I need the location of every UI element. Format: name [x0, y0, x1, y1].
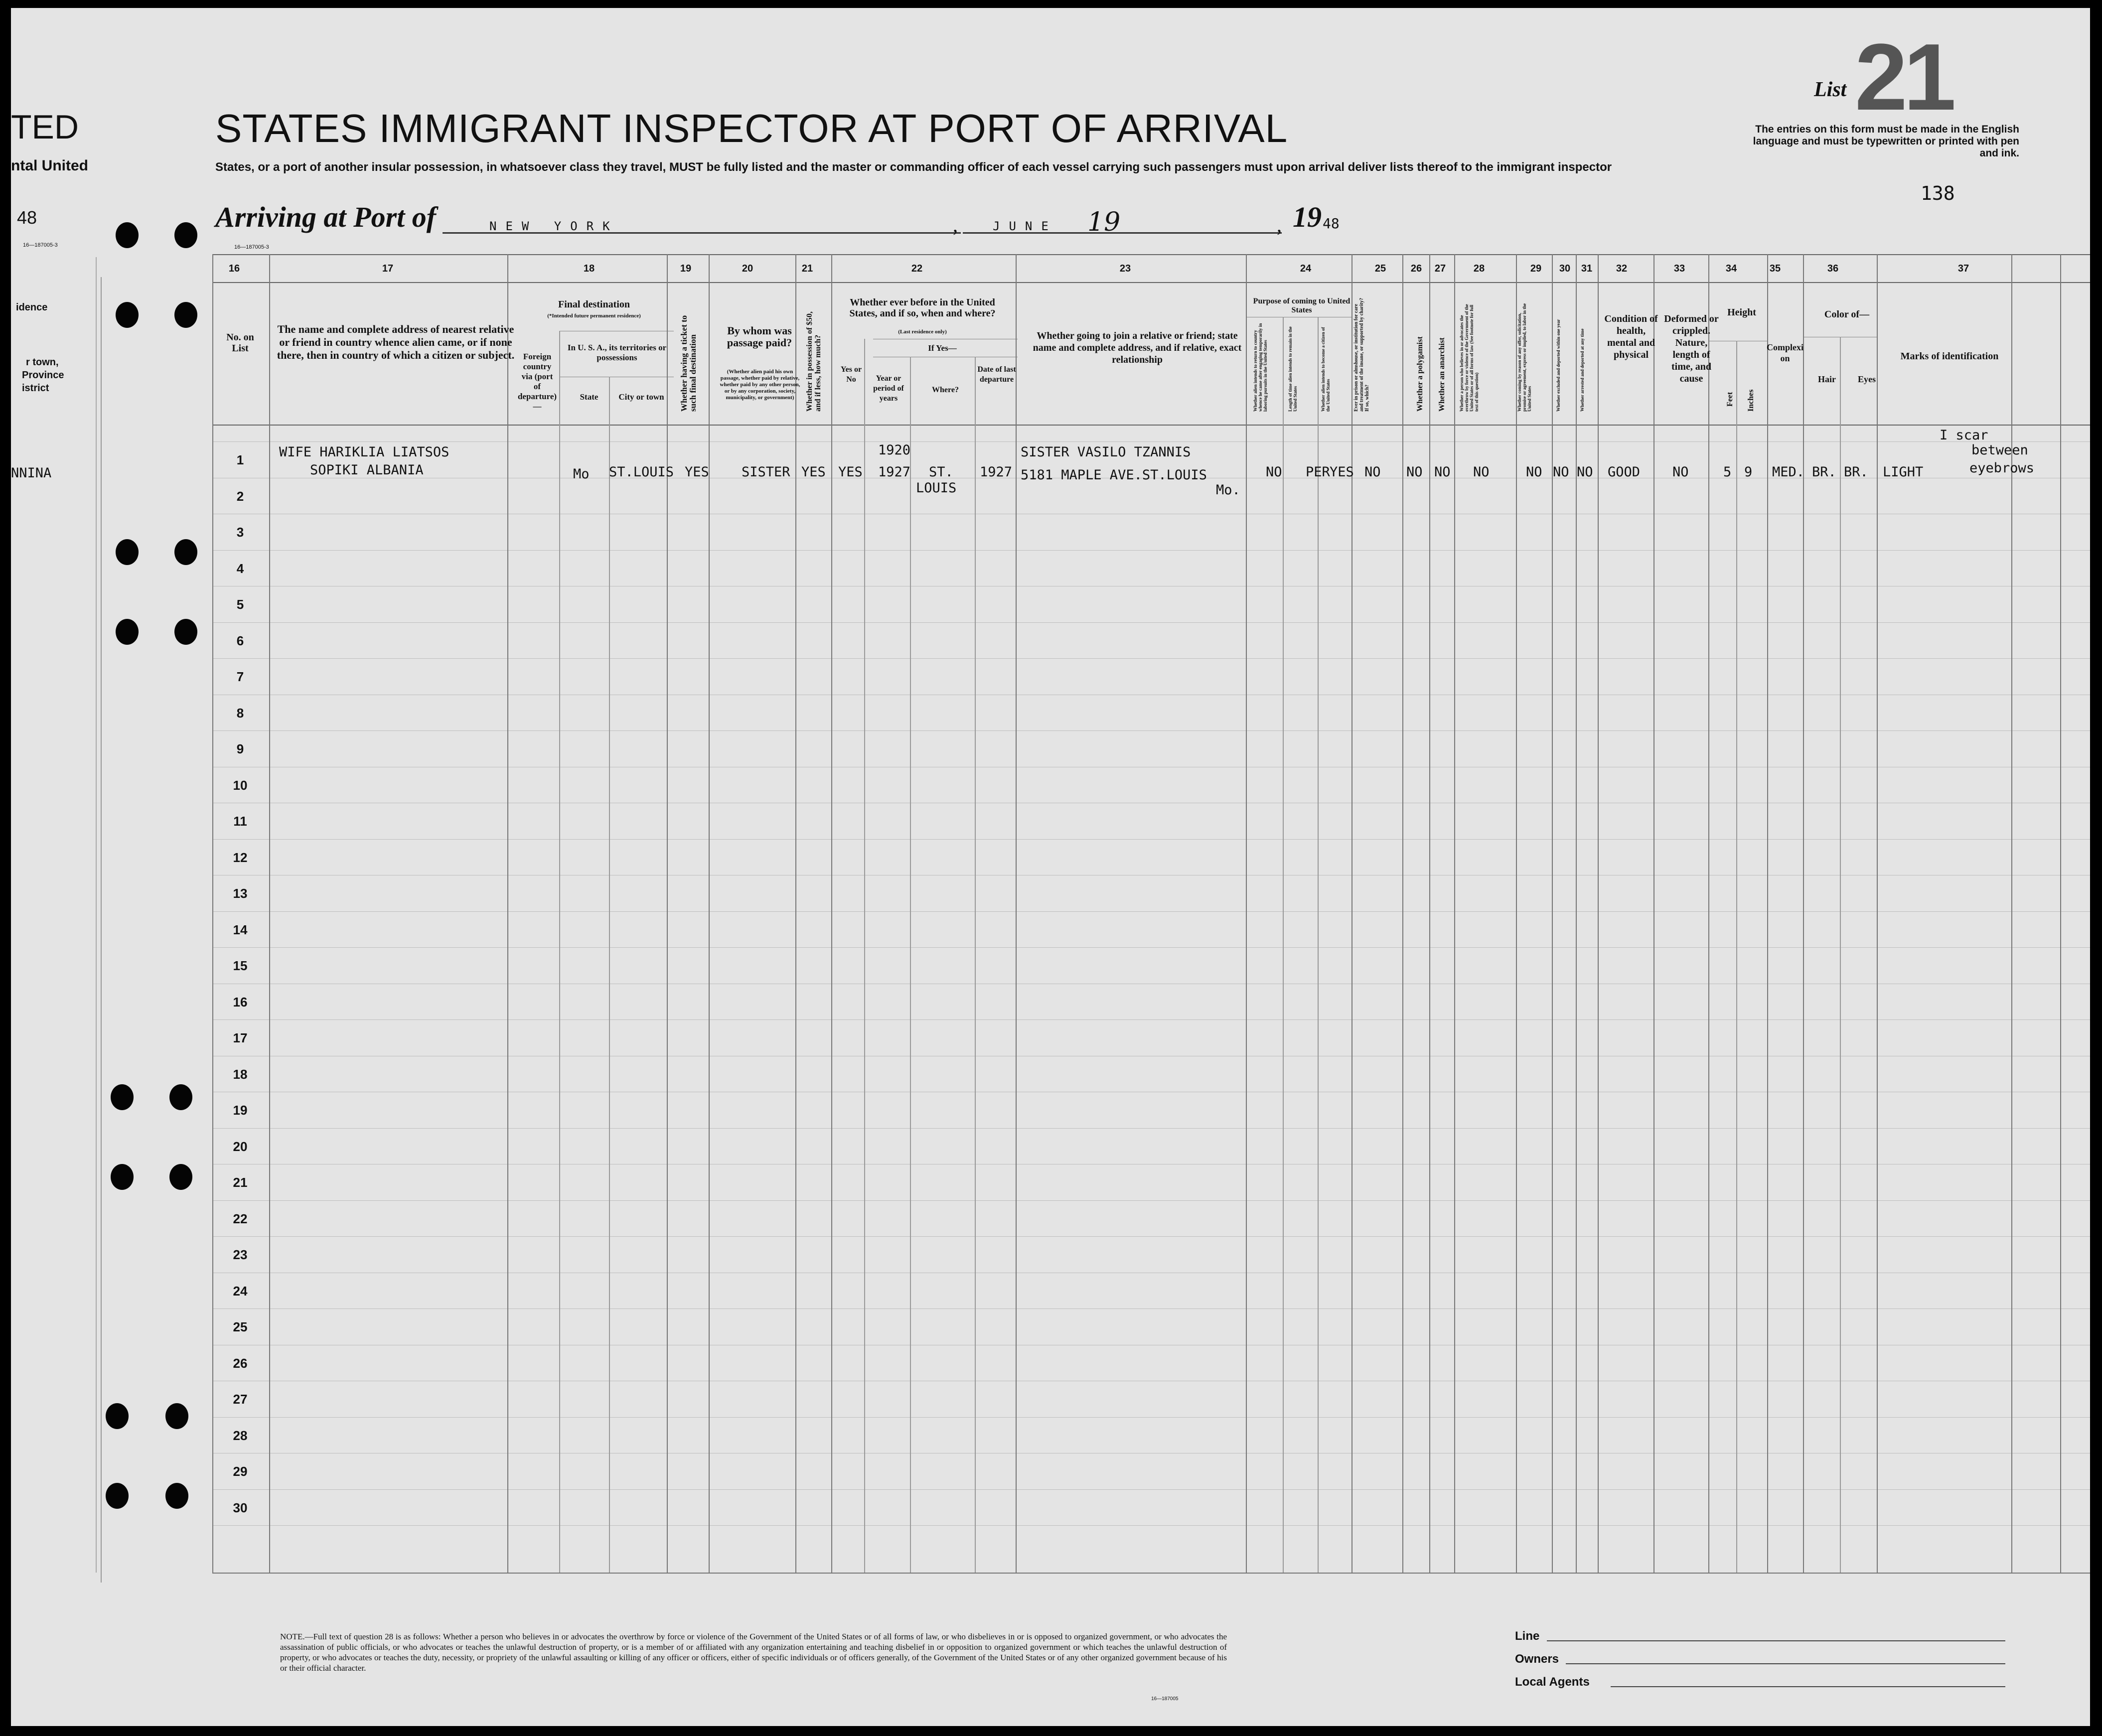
footer-note: NOTE.—Full text of question 28 is as follows: Whether a person who believes in or advocates the overthrow by force or violence of the Government of the United States or of all forms of law, or who disbelieves in or is opposed to organized government, or who advocates the assassination of public officials, or who advocates or teaches the unlawful destruction of property, or is a member of or affiliated with any organization entertaining and teaching disbelief in or opposition to organized government or which teaches the unlawful destruction of property, or who advocates or teaches the duty, necessity, or propriety of the unlawful assaulting or killing of any officer or officers, either of specific individuals or of officers generally, of the Government of the United States or of any other organized government because of his or their official character. [280, 1632, 1227, 1673]
header-year-period: Year or period of years [873, 374, 904, 403]
row-number: 6 [236, 633, 244, 648]
column-number: 36 [1827, 263, 1839, 274]
column-number: 29 [1530, 263, 1542, 274]
table-rule [910, 357, 911, 1573]
row-number: 27 [233, 1392, 248, 1407]
row-number: 8 [236, 705, 244, 721]
table-rule [975, 357, 976, 1573]
table-rule [1767, 254, 1768, 1573]
header-hair: Hair [1818, 374, 1836, 384]
form-instructions: The entries on this form must be made in the English language and must be typewritten or printed with pen and ink. [1753, 124, 2019, 159]
return-intent-value: NO [1266, 464, 1282, 480]
page-title: STATES IMMIGRANT INSPECTOR AT PORT OF ARRIVAL [215, 106, 1288, 150]
row-number: 30 [233, 1500, 248, 1515]
relative-line2: SOPIKI ALBANIA [310, 462, 424, 478]
table-rule [1454, 254, 1455, 1573]
row-number: 28 [233, 1428, 248, 1443]
column-number: 34 [1725, 263, 1737, 274]
column-number: 37 [1957, 263, 1969, 274]
where-value-1: ST. [929, 464, 953, 480]
row-number: 4 [236, 561, 244, 576]
color-extra-value: LIGHT [1883, 464, 1924, 480]
header-relative-address: The name and complete address of nearest relative or friend in country whence alien came, or if none there, then in country of which a citizen or subject. [277, 323, 515, 361]
punch-hole [111, 1164, 134, 1190]
table-rule [1576, 254, 1577, 1573]
header-purpose: Purpose of coming to United States [1253, 297, 1351, 314]
row-number: 9 [236, 741, 244, 756]
column-number: 16 [228, 263, 240, 274]
header-overthrow: Whether a person who believes in or advocates the overthrow by force or violence of the Government of the United States or of all forms of law (See footnote for full text of this question) [1459, 304, 1479, 412]
table-rule [212, 254, 213, 1573]
header-anarchist: Whether an anarchist [1438, 337, 1446, 412]
relative-line1: WIFE HARIKLIA LIATSOS [279, 444, 450, 460]
header-join-relative: Whether going to join a relative or friend; state name and complete address, and if relative, exact relationship [1033, 330, 1242, 365]
inches-value: 9 [1744, 464, 1753, 480]
header-height: Height [1727, 307, 1756, 318]
where-value-2: LOUIS [916, 480, 957, 496]
punch-hole [174, 539, 197, 565]
punch-hole [111, 1084, 134, 1110]
table-rule [212, 1417, 2090, 1418]
left-fragment-form-code: 16—187005-3 [23, 242, 58, 248]
row-number: 12 [233, 850, 248, 865]
column-number: 26 [1410, 263, 1422, 274]
table-rule [212, 282, 2090, 283]
row-number: 23 [233, 1247, 248, 1262]
punch-hole [106, 1403, 129, 1429]
marks-line3: eyebrows [1969, 460, 2035, 476]
row-number: 3 [236, 525, 244, 540]
table-rule [212, 1308, 2090, 1309]
table-rule [212, 1236, 2090, 1237]
header-excluded: Whether excluded and deported within one year [1556, 319, 1561, 412]
table-rule [1016, 254, 1017, 1573]
footer-owners-label: Owners [1515, 1652, 1559, 1666]
table-rule [831, 254, 832, 1573]
header-passage-note: (Whether alien paid his own passage, whether paid by relative, whether paid by any other person, or by any corporation, society, municipality, or government) [720, 369, 800, 401]
header-health: Condition of health, mental and physical [1604, 313, 1658, 360]
punch-hole [169, 1164, 192, 1190]
left-fragment-district: istrict [22, 383, 49, 394]
table-rule [864, 339, 865, 1573]
table-rule [1708, 254, 1709, 1573]
column-number: 20 [742, 263, 753, 274]
table-rule [1351, 254, 1352, 1573]
row-number: 21 [233, 1175, 248, 1190]
row-number: 10 [233, 777, 248, 793]
column-number: 35 [1769, 263, 1781, 274]
table-rule [667, 254, 668, 1573]
column-number: 27 [1434, 263, 1446, 274]
row-number: 24 [233, 1283, 248, 1299]
row-number: 5 [236, 597, 244, 612]
join-line2: 5181 MAPLE AVE.ST.LOUIS [1021, 467, 1207, 483]
header-ticket: Whether having a ticket to such final destination [679, 315, 698, 412]
header-deformed: Deformed or crippled. Nature, length of time, and cause [1664, 313, 1719, 384]
table-rule [212, 622, 2090, 623]
header-feet: Feet [1726, 392, 1734, 407]
left-fragment-province: Province [22, 370, 64, 381]
table-rule [1516, 254, 1517, 1573]
page-number: 138 [1921, 182, 1955, 204]
header-final-destination-note: (*Intended future permanent residence) [547, 313, 641, 319]
feet-value: 5 [1723, 464, 1732, 480]
punch-hole [116, 619, 139, 645]
table-rule [269, 254, 270, 1573]
row-number: 17 [233, 1030, 248, 1045]
citizen-intent-value: YES [1330, 464, 1354, 480]
month-value: JUNE [993, 219, 1057, 233]
header-yes-or-no: Yes or No [840, 365, 862, 384]
header-prison: Ever in prison or almshouse, or institution for care and treatment of the insane, or supported by charity? If so, which? [1353, 297, 1370, 412]
form-code: 16—187005-3 [234, 244, 269, 250]
table-rule [212, 1489, 2090, 1490]
column-number: 19 [680, 263, 692, 274]
header-passage-paid: By whom was passage paid? [727, 324, 792, 349]
list-number: 21 [1855, 24, 1952, 130]
footer-line-label: Line [1515, 1629, 1540, 1643]
table-rule [1736, 341, 1737, 1573]
header-polygamist: Whether a polygamist [1416, 336, 1424, 412]
table-rule [795, 254, 796, 1573]
table-rule [1429, 254, 1430, 1573]
row-number: 7 [236, 669, 244, 684]
table-rule [212, 1128, 2090, 1129]
table-rule [709, 254, 710, 1573]
row-number: 2 [236, 488, 244, 504]
table-rule [559, 331, 560, 1573]
header-purpose-citizen: Whether alien intends to become a citizen of the United States [1321, 327, 1331, 412]
has-50-value: YES [801, 464, 826, 480]
marks-line2: between [1971, 442, 2028, 458]
table-rule [1803, 254, 1804, 1573]
row-number: 1 [236, 452, 244, 467]
column-number: 28 [1473, 263, 1485, 274]
labor-offer-value: NO [1526, 464, 1542, 480]
header-no-on-list: No. on List [226, 332, 254, 354]
length-stay-value: PER [1306, 464, 1330, 480]
table-rule [2060, 254, 2061, 1573]
table-rule [507, 254, 508, 1573]
row-number: 11 [233, 814, 247, 829]
table-rule [212, 1573, 2090, 1574]
punch-hole [174, 222, 197, 248]
eyes-value: BR. [1844, 464, 1868, 480]
header-labor-offer: Whether coming by reason of any offer, solicitation, promise or agreement, express or implied, to labor in the United States [1517, 303, 1532, 412]
destination-city: ST.LOUIS [609, 464, 674, 480]
health-value: GOOD [1608, 464, 1641, 480]
header-date-departure: Date of last departure [977, 365, 1016, 384]
header-color-of: Color of— [1824, 309, 1870, 320]
left-fragment-united: ntal United [11, 157, 88, 174]
table-rule [609, 377, 610, 1573]
polygamist-value: NO [1406, 464, 1423, 480]
header-purpose-return: Whether alien intends to return to country whence he came after engaging temporarily in laboring pursuits in the United States [1253, 323, 1268, 412]
year-prefix: 19 [1293, 201, 1322, 233]
table-rule [1552, 254, 1553, 1573]
header-foreign-country: Foreign country via (port of departure)— [517, 352, 557, 411]
header-city: City or town [618, 392, 664, 402]
footer-form-code: 16—187005 [1151, 1696, 1179, 1702]
column-number: 33 [1673, 263, 1685, 274]
excluded-value: NO [1553, 464, 1569, 480]
column-number: 17 [382, 263, 394, 274]
header-before-in-us: Whether ever before in the United States, and if so, when and where? [849, 297, 996, 319]
left-fragment-48: 48 [17, 207, 37, 228]
table-rule [212, 730, 2090, 731]
table-rule [212, 425, 2090, 426]
list-label: List [1814, 78, 1847, 101]
header-state: State [580, 392, 599, 402]
row-number: 18 [233, 1066, 248, 1082]
marks-line1: I scar [1940, 428, 1988, 443]
row-number: 20 [233, 1139, 248, 1154]
punch-hole [116, 302, 139, 328]
anarchist-value: NO [1434, 464, 1451, 480]
column-number: 18 [583, 263, 595, 274]
hair-value: BR. [1812, 464, 1836, 480]
row-number: 22 [233, 1211, 248, 1226]
footer-agents-label: Local Agents [1515, 1675, 1590, 1689]
table-rule [212, 1525, 2090, 1526]
row-number: 29 [233, 1464, 248, 1479]
date-departure-value: 1927 [980, 464, 1013, 480]
manifest-sheet: TED ntal United 48 16—187005-3 idence r town, Province istrict NNINA STATES IMMIGRANT INSPECTOR AT PORT OF ARRIVAL States, or a port of another insular possession, in whatsoever class they travel, MUST be fully listed and the master or commanding officer of each vessel carrying such passengers must upon arrival deliver lists thereof to the immigrant inspector List 21 The entries on this form must be made in the English language and must be typewritten or printed with pen and ink. 138 Arriving at Port of NEW YORK , JUNE 19 , 19 48 16—187005-3 16 17 18 19 20 21 22 23 24 25 26 27 28 29 30 31 32 33 34 35 36 37 No. on List The name and complete address of nearest relative or friend in country whence alien came, or if none there, then in country of which a citizen or subject. Final destination (*Intended future permanent residence) Foreign country via (port of departure)— In U. S. A., its territories or possessions State City or town Whether having a ticket to such final destination By whom was passage paid? (Whether alien paid his own passage, whether paid by relative, whether paid by any other person, or by any corporation, society, municipality, or government) Whether in possession of $50, and if less, how much? Whether ever before in the United States, and if so, when and where? (Last residence only) If Yes— Yes or No Year or period of years Where? Date of last departure Whether going to join a relative or friend; state name and complete address, and if relative, exact relationship Purpose of coming to United States Whether alien intends to return to country whence he came after engaging temporarily in laboring pursuits in the United States Length of time alien intends to remain in the United States Whether alien intends to become a citizen of the United States Ever in prison or almshouse, or institution for care and treatment of the insane, or supported by charity? If so, which? Whether a polygamist Whether an anarchist Whether a person who believes in or advocates the overthrow by force or violence of the Government of the United States or of all forms of law (See footnote for full text of this question) Whether coming by reason of any offer, solicitation, promise or agreement, express or implied, to labor in the United States Whether excluded and deported within one year Whether arrested and deported at any time Condition of health, mental and physical Deformed or crippled. Nature, length of time, and cause Height Feet Inches Complexion Color of— Hair Eyes Marks of identification 1 2 3 4 5 6 7 8 9 10 11 12 13 14 15 16 17 18 19 20 21 22 23 24 25 26 27 28 29 30 WIFE HARIKLIA LIATSOS SOPIKI ALBANIA Mo ST.LOUIS YES SISTER YES YES 1920 1927 ST. LOUIS 1927 SISTER VASILO TZANNIS 5181 MAPLE AVE.ST.LOUIS Mo. NO PER YES NO NO NO NO NO NO NO GOOD NO 5 9 MED. BR. BR. LIGHT I scar between eyebrows NOTE.—Full text of question 28 is as follows: Whether a person who believes in or advocates the overthrow by force or violence of the Government of the United States or of all forms of law, or who disbelieves in or is opposed to organized government, or who advocates the assassination of public officials, or who advocates or teaches the unlawful destruction of property, or is a member of or affiliated with any organization entertaining and teaching disbelief in or opposition to organized government or which teaches the unlawful destruction of property, or who advocates or teaches the duty, necessity, or propriety of the unlawful assaulting or killing of any officer or officers, either of specific individuals or of officers generally, of the Government of the United States or of any other organized government because of his or their official character. 16—187005 Line Owners Local Agents [11, 8, 2090, 1726]
column-number: 25 [1374, 263, 1386, 274]
header-complexion: Complexion [1767, 342, 1803, 363]
column-number: 23 [1119, 263, 1131, 274]
years-value-2: 1927 [878, 464, 911, 480]
column-number: 32 [1616, 263, 1628, 274]
header-where: Where? [932, 386, 959, 394]
row-number: 26 [233, 1355, 248, 1371]
left-fragment-residence-value: NNINA [11, 465, 52, 481]
before-in-us-value: YES [838, 464, 863, 480]
years-value-1: 1920 [878, 442, 911, 458]
table-rule [212, 1200, 2090, 1201]
table-rule [212, 947, 2090, 948]
join-line3: Mo. [1216, 482, 1240, 498]
table-rule [212, 1019, 2090, 1020]
header-possession-50: Whether in possession of $50, and if less, how much? [805, 311, 822, 412]
header-final-destination: Final destination [558, 299, 630, 310]
header-in-usa: In U. S. A., its territories or possessions [567, 343, 667, 362]
table-rule [1877, 254, 1878, 1573]
row-number: 15 [233, 958, 248, 973]
year-suffix: 48 [1323, 215, 1340, 232]
left-fragment-residence: idence [16, 302, 48, 313]
complexion-value: MED. [1772, 464, 1805, 480]
punch-hole [174, 302, 197, 328]
punch-hole [116, 539, 139, 565]
page-subtitle: States, or a port of another insular possession, in whatsoever class they travel, MUST be fully listed and the master or commanding officer of each vessel carrying such passengers must upon arrival deliver lists thereof to the immigrant inspector [215, 160, 1612, 174]
table-rule [1246, 254, 1247, 1573]
punch-hole [174, 619, 197, 645]
header-eyes: Eyes [1858, 374, 1876, 384]
table-rule [212, 254, 2090, 255]
arriving-label: Arriving at Port of [215, 201, 437, 233]
row-number: 16 [233, 994, 248, 1010]
table-rule [96, 257, 97, 1573]
header-if-yes: If Yes— [928, 343, 957, 353]
header-purpose-length: Length of time alien intends to remain in the United States [1288, 326, 1298, 412]
table-rule [1283, 317, 1284, 1573]
column-number: 21 [801, 263, 813, 274]
column-number: 24 [1300, 263, 1312, 274]
punch-hole [116, 222, 139, 248]
left-fragment-town: r town, [26, 357, 59, 368]
punch-hole [165, 1483, 188, 1509]
table-rule [212, 550, 2090, 551]
deported-value: NO [1577, 464, 1593, 480]
left-fragment-ted: TED [11, 108, 79, 146]
day-value: 19 [1087, 207, 1121, 237]
table-rule [1598, 254, 1599, 1573]
port-value: NEW YORK [489, 219, 619, 233]
column-number: 31 [1581, 263, 1593, 274]
table-rule [1402, 254, 1403, 1573]
destination-state: Mo [573, 466, 590, 482]
overthrow-value: NO [1473, 464, 1490, 480]
table-rule [212, 839, 2090, 840]
column-number: 22 [911, 263, 923, 274]
table-rule [1840, 337, 1841, 1573]
header-deported: Whether arrested and deported at any time [1580, 328, 1585, 412]
table-rule [1653, 254, 1654, 1573]
ticket-value: YES [685, 464, 709, 480]
header-before-note: (Last residence only) [898, 329, 947, 335]
header-marks: Marks of identification [1900, 351, 1999, 362]
column-number: 30 [1559, 263, 1571, 274]
table-rule [212, 911, 2090, 912]
table-rule [212, 658, 2090, 659]
paid-by-value: SISTER [742, 464, 790, 480]
row-number: 19 [233, 1103, 248, 1118]
row-number: 14 [233, 922, 248, 937]
punch-hole [106, 1483, 129, 1509]
punch-hole [169, 1084, 192, 1110]
table-rule [1318, 317, 1319, 1573]
join-line1: SISTER VASILO TZANNIS [1021, 444, 1191, 460]
deformed-value: NO [1672, 464, 1689, 480]
row-number: 25 [233, 1319, 248, 1334]
punch-hole [165, 1403, 188, 1429]
header-inches: Inches [1747, 389, 1755, 412]
table-rule [212, 441, 2090, 442]
row-number: 13 [233, 886, 248, 901]
prison-value: NO [1364, 464, 1381, 480]
